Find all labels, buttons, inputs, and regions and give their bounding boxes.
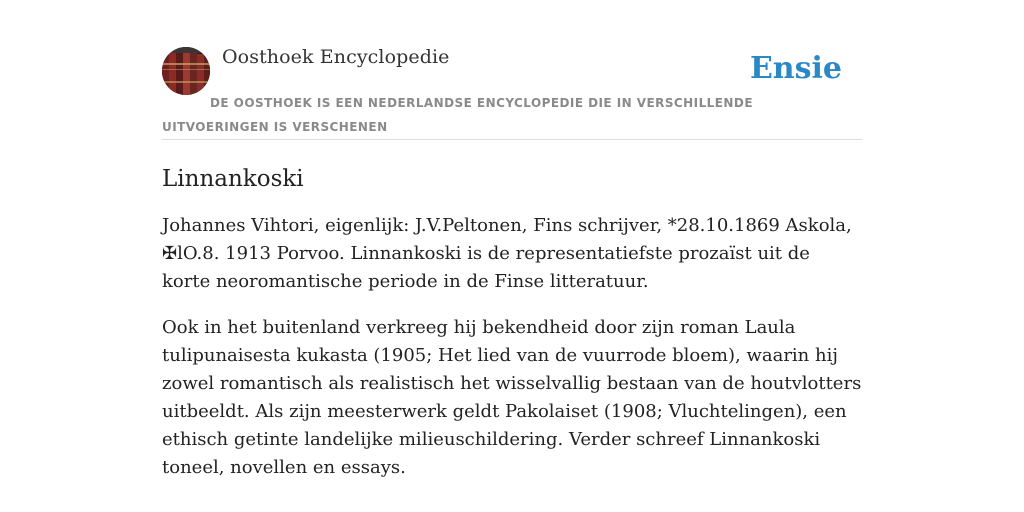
site-header	[162, 46, 862, 140]
article	[162, 162, 862, 500]
site-tagline: DE OOSTHOEK IS EEN NEDERLANDSE ENCYCLOPEDIE DIE IN VERSCHILLENDE UITVOERINGEN IS VERSCHENEN	[162, 96, 753, 134]
article-paragraph: Ook in het buitenland verkreeg hij bekendheid door zijn roman Laula tulipunaisesta kukasta (1905; Het lied van de vuurrode bloem), waarin hij zowel romantisch als realistisch het wisselvallig bestaan van de houtvlotters uitbeeldt. Als zijn meesterwerk geldt Pakolaiset (1908; Vluchtelingen), een ethisch getinte landelijke milieuschildering. Verder schreef Linnankoski toneel, novellen en essays.	[162, 317, 862, 478]
site-name[interactable]: Oosthoek Encyclopedie	[222, 46, 450, 68]
encyclopedia-books-icon[interactable]	[162, 47, 210, 95]
brand-logo[interactable]: Ensie	[749, 51, 842, 86]
article-title: Linnankoski	[162, 166, 304, 192]
article-paragraph: Johannes Vihtori, eigenlijk: J.V.Peltonen, Fins schrijver, *28.10.1869 Askola, ✠lO.8. 1913 Porvoo. Linnankoski is de representatiefste prozaïst uit de korte neoromantische periode in de Finse litteratuur.	[162, 215, 852, 292]
